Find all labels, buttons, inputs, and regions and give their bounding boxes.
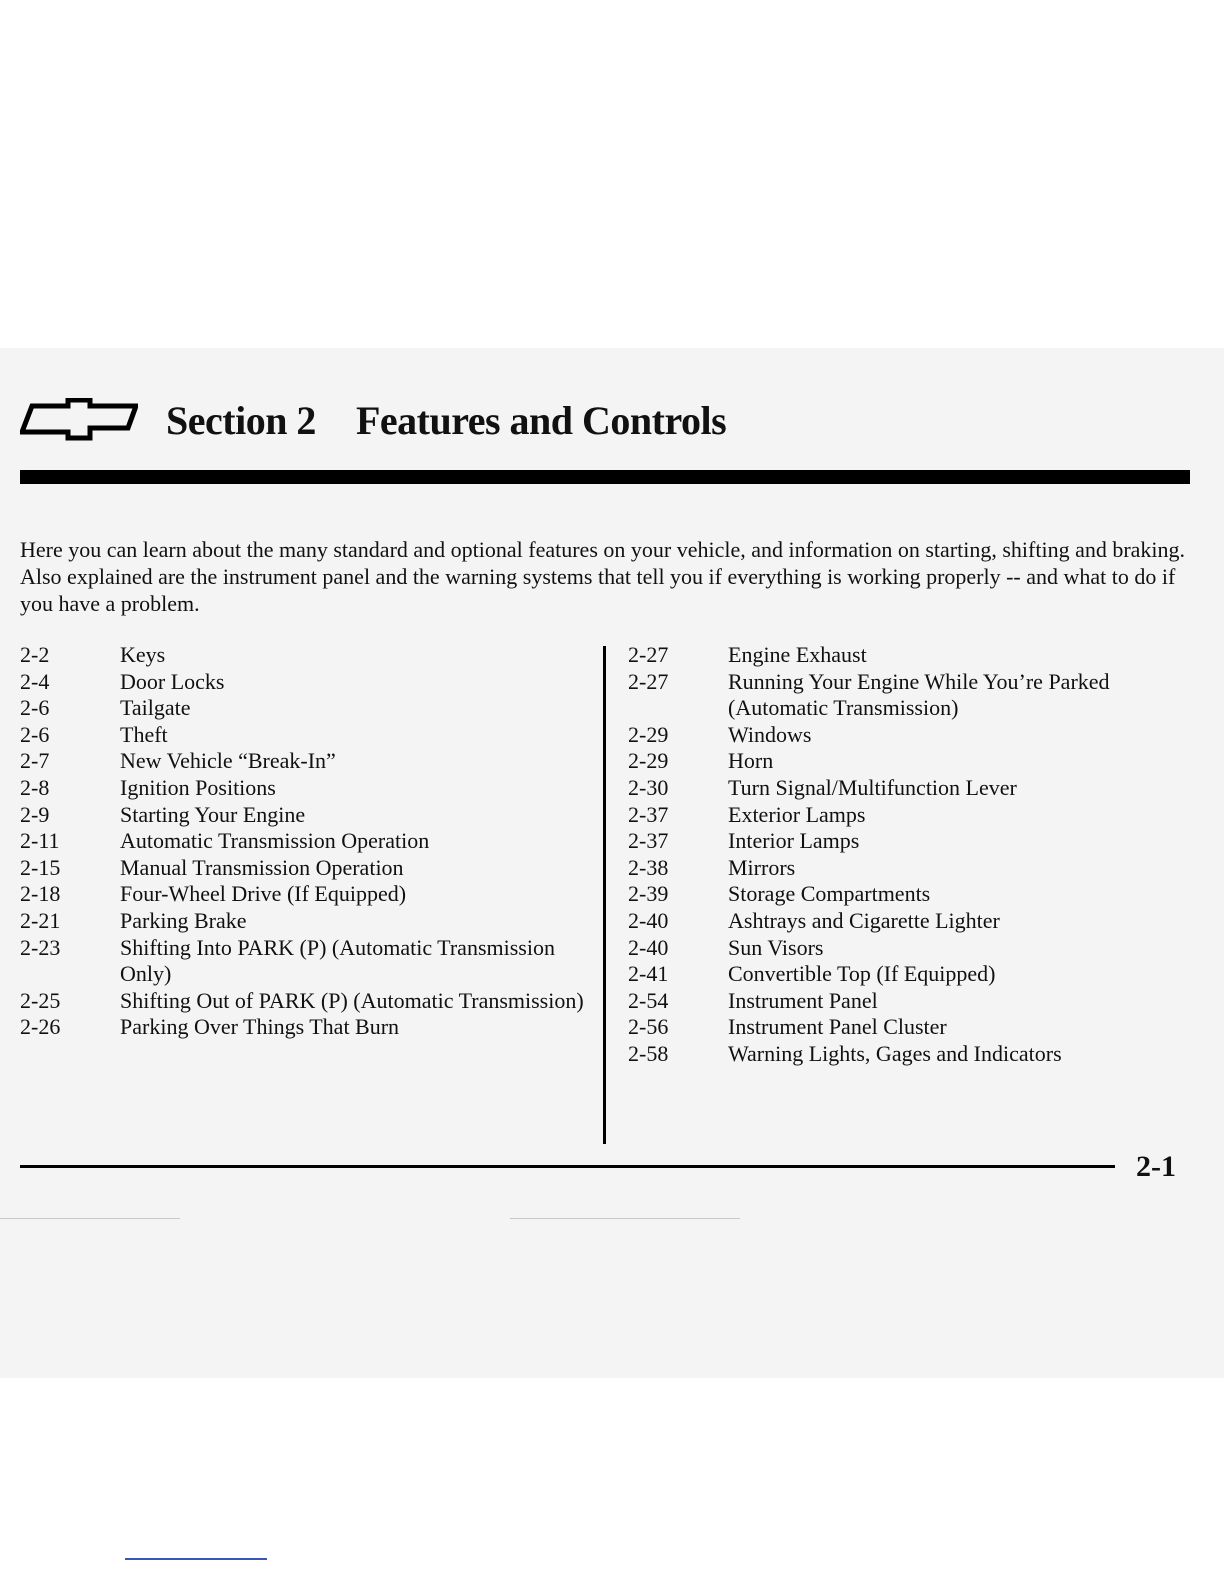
toc-page-number: 2-41 bbox=[628, 961, 669, 987]
toc-entry-title: Running Your Engine While You’re Parked (Automatic Transmission) bbox=[728, 668, 1110, 721]
header-rule bbox=[20, 470, 1190, 484]
toc-entry[interactable] bbox=[20, 855, 590, 882]
toc-entry[interactable] bbox=[628, 775, 1198, 802]
toc-entry-title: Windows bbox=[728, 721, 812, 747]
column-divider bbox=[603, 646, 606, 1144]
toc-entry-title: Convertible Top (If Equipped) bbox=[728, 961, 996, 987]
toc-entry-title: Turn Signal/Multifunction Lever bbox=[728, 774, 1017, 800]
toc-page-number: 2-29 bbox=[628, 748, 669, 774]
toc-entry[interactable] bbox=[628, 642, 1198, 669]
toc-entry[interactable] bbox=[20, 642, 590, 669]
toc-entry[interactable] bbox=[628, 669, 1198, 722]
toc-right-column bbox=[628, 642, 1198, 1068]
toc-page-number: 2-23 bbox=[20, 934, 61, 960]
toc-entry[interactable] bbox=[20, 1014, 590, 1041]
toc-entry-title: Storage Compartments bbox=[728, 881, 931, 907]
toc-page-number: 2-58 bbox=[628, 1040, 669, 1066]
toc-entry-title: Horn bbox=[728, 748, 774, 774]
toc-page-number: 2-27 bbox=[628, 668, 669, 694]
toc-entry[interactable] bbox=[20, 802, 590, 829]
toc-entry-title: Manual Transmission Operation bbox=[120, 854, 404, 880]
toc-entry-title: Warning Lights, Gages and Indicators bbox=[728, 1040, 1062, 1066]
toc-entry-title: Keys bbox=[120, 642, 166, 667]
toc-entry[interactable] bbox=[20, 748, 590, 775]
toc-page-number: 2-40 bbox=[628, 934, 669, 960]
toc-entry[interactable] bbox=[20, 988, 590, 1015]
scan-line bbox=[0, 1218, 180, 1219]
toc-entry-title: Shifting Into PARK (P) (Automatic Transmission Only) bbox=[120, 934, 555, 987]
toc-entry[interactable] bbox=[20, 722, 590, 749]
toc-page-number: 2-37 bbox=[628, 801, 669, 827]
toc-entry[interactable] bbox=[628, 828, 1198, 855]
toc-entry-title: Instrument Panel bbox=[728, 987, 878, 1013]
toc-entry[interactable] bbox=[628, 855, 1198, 882]
toc-entry-title: Engine Exhaust bbox=[728, 642, 867, 667]
toc-entry-title: Door Locks bbox=[120, 668, 225, 694]
toc-entry[interactable] bbox=[20, 908, 590, 935]
toc-entry-title: Tailgate bbox=[120, 695, 191, 721]
toc-entry[interactable] bbox=[20, 881, 590, 908]
toc-entry-title: Starting Your Engine bbox=[120, 801, 306, 827]
toc-entry-title: Sun Visors bbox=[728, 934, 824, 960]
chevrolet-bowtie-icon bbox=[20, 398, 138, 442]
toc-entry-title: Exterior Lamps bbox=[728, 801, 866, 827]
section-header bbox=[20, 390, 726, 450]
footer-rule bbox=[20, 1165, 1115, 1168]
toc-page-number: 2-15 bbox=[20, 854, 61, 880]
page-number: 2-1 bbox=[1136, 1150, 1176, 1183]
toc-entry-title: Parking Over Things That Burn bbox=[120, 1014, 400, 1040]
toc-entry-title: Interior Lamps bbox=[728, 828, 860, 854]
link-underline bbox=[125, 1558, 267, 1560]
toc-page-number: 2-40 bbox=[628, 907, 669, 933]
toc-entry[interactable] bbox=[20, 669, 590, 696]
toc-entry-title: Ignition Positions bbox=[120, 774, 276, 800]
toc-page-number: 2-27 bbox=[628, 642, 669, 667]
toc-entry-title: New Vehicle “Break-In” bbox=[120, 748, 336, 774]
toc-page-number: 2-30 bbox=[628, 774, 669, 800]
toc-page-number: 2-21 bbox=[20, 907, 61, 933]
toc-page-number: 2-11 bbox=[20, 828, 60, 854]
toc-page-number: 2-56 bbox=[628, 1014, 669, 1040]
toc-entry-title: Shifting Out of PARK (P) (Automatic Transmission) bbox=[120, 987, 584, 1013]
toc-entry[interactable] bbox=[628, 881, 1198, 908]
toc-entry[interactable] bbox=[628, 908, 1198, 935]
toc-entry-title: Instrument Panel Cluster bbox=[728, 1014, 947, 1040]
scan-line bbox=[510, 1218, 740, 1219]
intro-paragraph: Here you can learn about the many standard and optional features on your vehicle, and information on starting, shifting and braking. Also explained are the instrument panel and the warning systems that tell you if everything is working properly -- and what to do if you have a problem. bbox=[20, 537, 1186, 616]
toc-entry-title: Parking Brake bbox=[120, 907, 247, 933]
toc-page-number: 2-39 bbox=[628, 881, 669, 907]
toc-entry[interactable] bbox=[628, 748, 1198, 775]
toc-entry[interactable] bbox=[628, 802, 1198, 829]
toc-page-number: 2-8 bbox=[20, 774, 50, 800]
toc-entry[interactable] bbox=[628, 722, 1198, 749]
toc-entry-title: Mirrors bbox=[728, 854, 796, 880]
section-title: Features and Controls bbox=[355, 397, 727, 443]
toc-entry[interactable] bbox=[20, 935, 590, 988]
toc-page-number: 2-26 bbox=[20, 1014, 61, 1040]
toc-entry-title: Four-Wheel Drive (If Equipped) bbox=[120, 881, 407, 907]
toc-entry[interactable] bbox=[628, 988, 1198, 1015]
toc-page-number: 2-2 bbox=[20, 642, 50, 667]
toc-entry-title: Automatic Transmission Operation bbox=[120, 828, 430, 854]
toc-page-number: 2-54 bbox=[628, 987, 669, 1013]
toc-page-number: 2-18 bbox=[20, 881, 61, 907]
toc-entry[interactable] bbox=[628, 961, 1198, 988]
toc-page-number: 2-6 bbox=[20, 695, 50, 721]
toc-left-column bbox=[20, 642, 590, 1041]
toc-entry[interactable] bbox=[628, 1014, 1198, 1041]
toc-page-number: 2-9 bbox=[20, 801, 50, 827]
toc-entry[interactable] bbox=[628, 1041, 1198, 1068]
toc-entry-title: Theft bbox=[120, 721, 168, 747]
section-label: Section 2 bbox=[166, 397, 316, 443]
toc-entry-title: Ashtrays and Cigarette Lighter bbox=[728, 907, 1000, 933]
toc-entry[interactable] bbox=[20, 695, 590, 722]
toc-entry[interactable] bbox=[628, 935, 1198, 962]
toc-page-number: 2-7 bbox=[20, 748, 50, 774]
toc-page-number: 2-25 bbox=[20, 987, 61, 1013]
toc-page-number: 2-37 bbox=[628, 828, 669, 854]
toc-page-number: 2-6 bbox=[20, 721, 50, 747]
toc-entry[interactable] bbox=[20, 828, 590, 855]
toc-page-number: 2-38 bbox=[628, 854, 669, 880]
toc-entry[interactable] bbox=[20, 775, 590, 802]
toc-page-number: 2-4 bbox=[20, 668, 50, 694]
toc-page-number: 2-29 bbox=[628, 721, 669, 747]
